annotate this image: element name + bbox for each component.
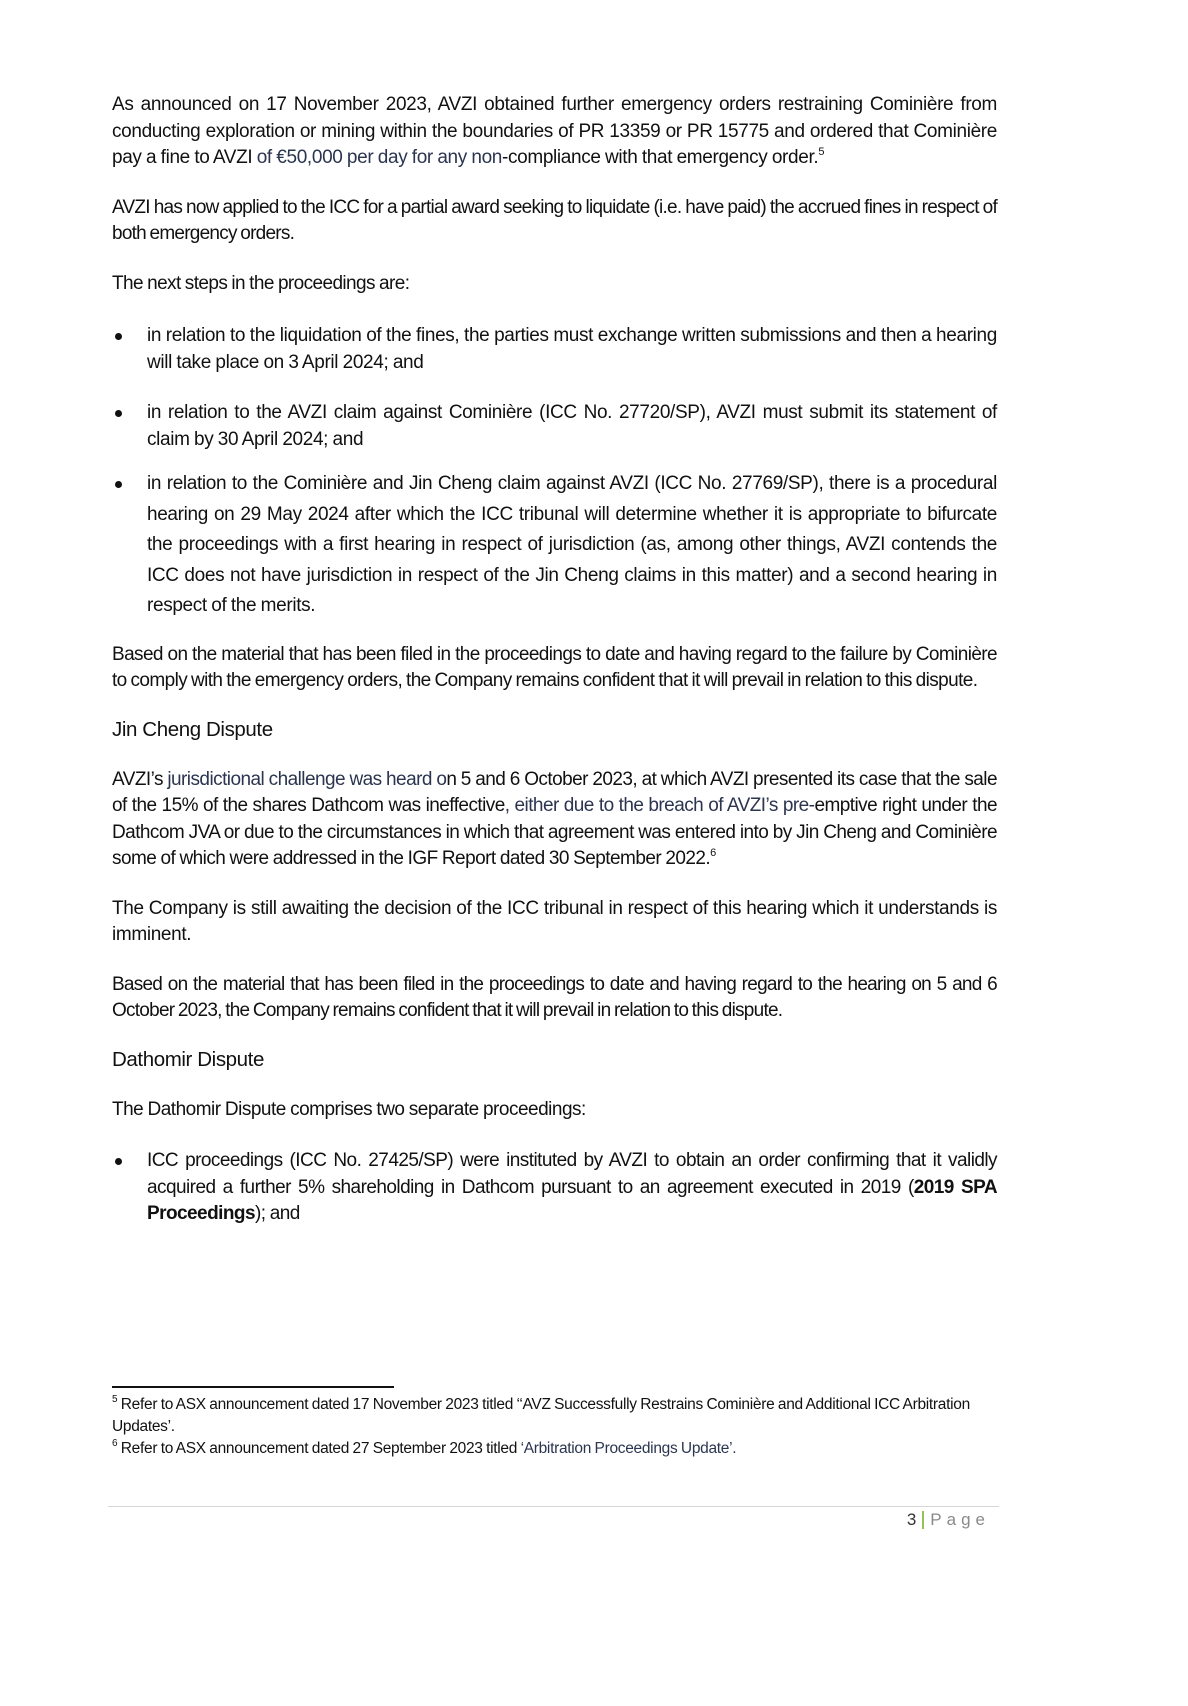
footnote-ref-5[interactable]: 5 (818, 145, 825, 158)
footnotes (112, 1394, 997, 1460)
bullet-icon (115, 1158, 122, 1165)
footnote-number: 6 (112, 1437, 118, 1449)
paragraph-dathomir-intro: The Dathomir Dispute comprises two separate proceedings: (112, 1098, 586, 1120)
footnote-text: Refer to ASX announcement dated 17 November 2023 titled (120, 1396, 517, 1413)
paragraph-confidence: Based on the material that has been filed in the proceedings to date and having regard to the failure by Cominière to comply with the emergency orders, the Company remains confident that it will prevail in relation to this dispute. (112, 643, 997, 691)
list-item-text: in relation to the liquidation of the fines, the parties must exchange written submissions and then a hearing will take place on 3 April 2024; and (147, 325, 997, 373)
list-item (112, 323, 997, 376)
footnote-ref-6[interactable]: 6 (710, 846, 716, 859)
text-span: As announced on 17 November 2023, AVZI obtained further emergency orders restraining Cominière from conducting exploration or mining within the boundaries of PR 13359 or PR 15775 and ordered that Cominière pay a fine to AVZI (112, 94, 997, 168)
list-item (112, 469, 997, 622)
footer-divider (922, 1511, 924, 1529)
paragraph-hearing-confidence: Based on the material that has been filed in the proceedings to date and having regard to the hearing on 5 and 6 October 2023, the Company remains confident that it will prevail in relation to this dispute. (112, 973, 997, 1021)
footnote-title: ‘‘AVZ Successfully Restrains Cominière and Additional ICC Arbitration Updates’. (112, 1396, 970, 1435)
paragraph-next-steps-intro: The next steps in the proceedings are: (112, 272, 410, 294)
footer-separator (108, 1506, 999, 1507)
text-span: AVZI’s (112, 768, 168, 790)
heading-dathomir-dispute: Dathomir Dispute (112, 1047, 264, 1071)
text-span: emptive right under the Dathcom JVA or due to the circumstances in which that agreement was entered into by Jin Cheng and Cominière some of which were addressed in the IGF Report dated 30 September 2022. (112, 795, 997, 869)
page-footer (907, 1510, 990, 1530)
footnote-5 (112, 1394, 997, 1438)
text-span-highlight: of €50,000 per day for any non (256, 147, 503, 168)
bullet-icon (115, 333, 122, 340)
paragraph-awaiting-decision: The Company is still awaiting the decision of the ICC tribunal in respect of this hearing which it understands is imminent. (112, 897, 997, 945)
paragraph-emergency-orders (112, 92, 997, 172)
list-item (112, 1148, 997, 1228)
footnote-text: Refer to ASX announcement dated 27 September 2023 titled (120, 1440, 521, 1457)
footnote-number: 5 (112, 1393, 118, 1405)
page-number: 3 (906, 1510, 917, 1529)
text-span-highlight: jurisdictional challenge was heard o (167, 768, 447, 790)
list-item-text: in relation to the Cominière and Jin Cheng claim against AVZI (ICC No. 27769/SP), there is a procedural hearing on 29 May 2024 after which the ICC tribunal will determine whether it is appropriate to bifurcate the proceedings with a first hearing in respect of jurisdiction (as, among other things, AVZI contends the ICC does not have jurisdiction in respect of the Jin Cheng claims in this matter) and a second hearing in respect of the merits. (147, 473, 997, 616)
list-item-text: ICC proceedings (ICC No. 27425/SP) were instituted by AVZI to obtain an order confirming that it validly acquired a further 5% shareholding in Dathcom pursuant to an agreement executed in 2019 ( (147, 1150, 997, 1198)
page-body (112, 92, 997, 1252)
list-item-text: ); and (255, 1203, 300, 1224)
paragraph-jurisdictional-challenge (112, 767, 997, 873)
dathomir-proceedings-list (112, 1148, 997, 1228)
footnote-title: ‘Arbitration Proceedings Update’. (520, 1440, 737, 1457)
text-span: n 5 and 6 October 2023, at which AVZI presented its case that the sale of the 15% of the shares Dathcom was ineffective (112, 768, 997, 816)
list-item (112, 400, 997, 453)
paragraph-partial-award: AVZI has now applied to the ICC for a partial award seeking to liquidate (i.e. have paid) the accrued fines in respect of both emergency orders. (112, 196, 997, 244)
footnote-6 (112, 1438, 997, 1460)
page-label: Page (930, 1510, 990, 1529)
defined-term: 2019 SPA Proceedings (147, 1176, 997, 1224)
footnote-separator (112, 1386, 394, 1388)
text-span: -compliance with that emergency order. (502, 147, 819, 168)
bullet-icon (115, 410, 122, 417)
list-item-text: in relation to the AVZI claim against Cominière (ICC No. 27720/SP), AVZI must submit its statement of claim by 30 April 2024; and (147, 402, 997, 450)
heading-jin-cheng-dispute: Jin Cheng Dispute (112, 717, 273, 741)
bullet-icon (115, 481, 122, 488)
next-steps-list (112, 323, 997, 622)
text-span-highlight: , either due to the breach of AVZI’s pre- (504, 795, 815, 816)
